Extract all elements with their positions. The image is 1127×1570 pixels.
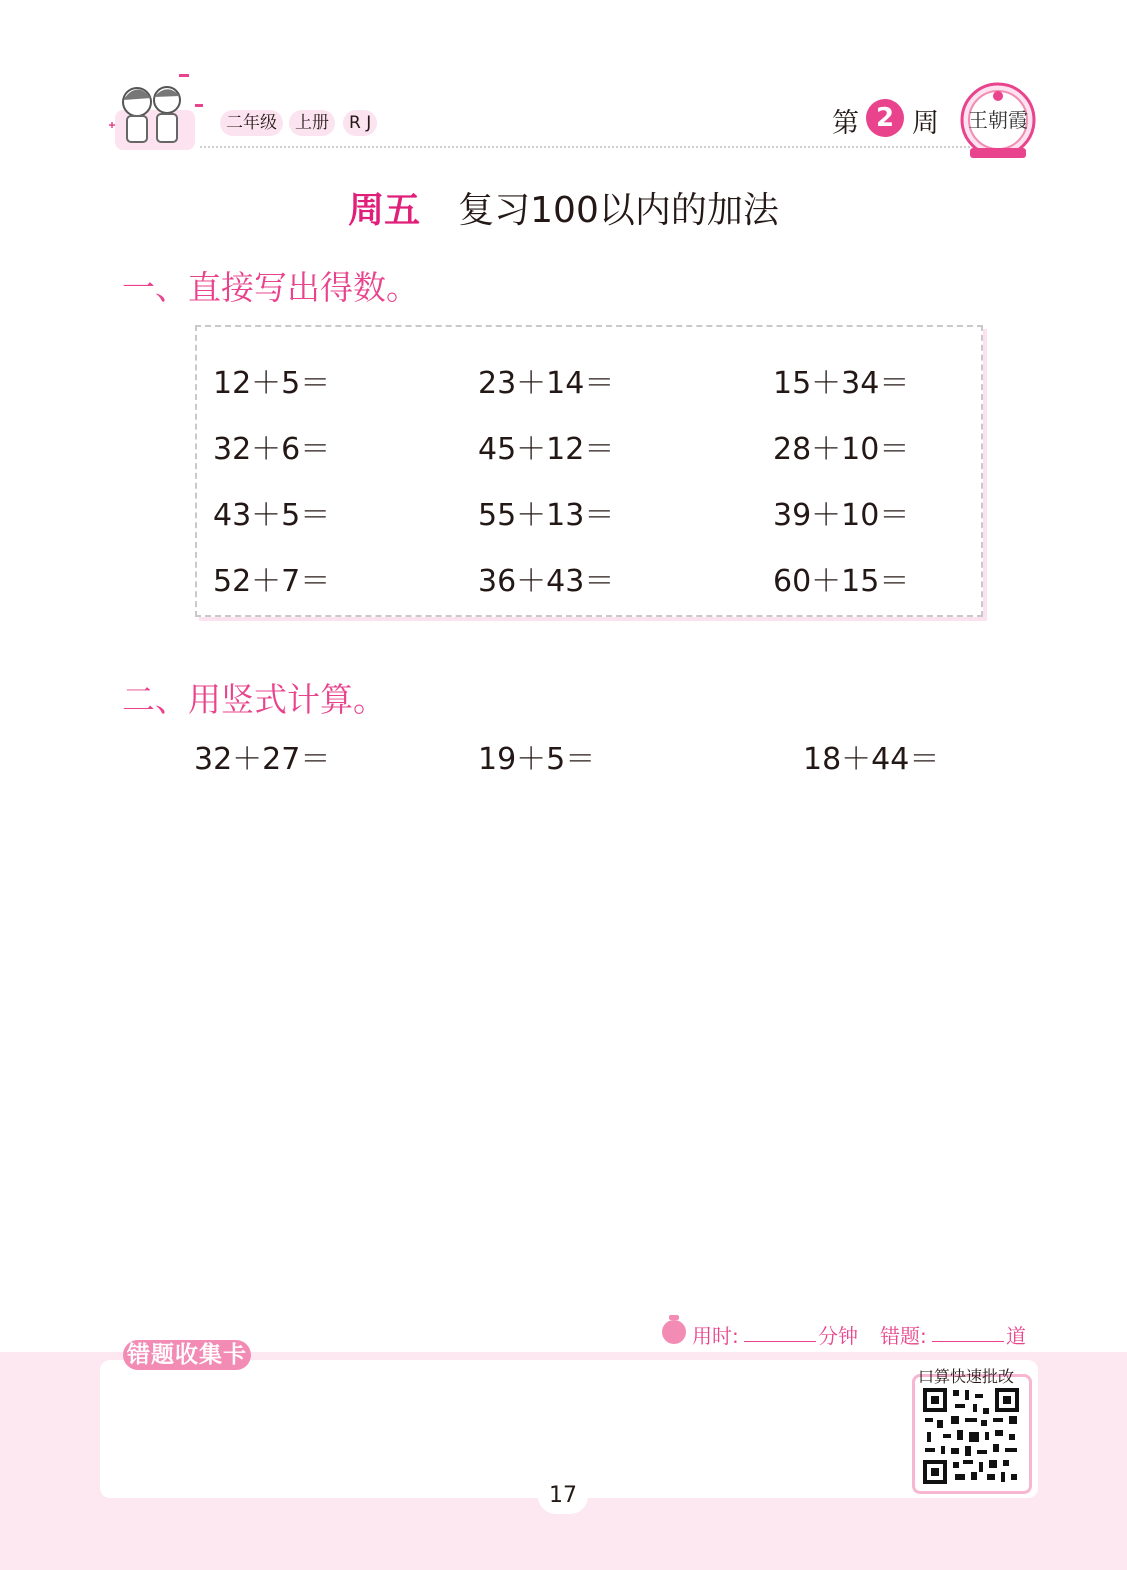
exercise-item: 45＋12＝ — [478, 432, 615, 467]
lesson-day: 周五 — [348, 190, 421, 231]
grade-label: 二年级 — [220, 110, 283, 136]
exercise-item: 36＋43＝ — [478, 564, 615, 599]
lesson-topic: 复习100以内的加法 — [458, 190, 779, 231]
section2-title: 二、用竖式计算。 — [122, 680, 386, 719]
exercise-item: 55＋13＝ — [478, 498, 615, 533]
errors-blank[interactable] — [932, 1341, 1004, 1342]
exercise-item: 15＋34＝ — [773, 366, 910, 401]
exercise-item: 32＋6＝ — [213, 432, 331, 467]
calc-item: 32＋27＝ — [194, 742, 331, 777]
section1-title: 一、直接写出得数。 — [122, 268, 419, 307]
qr-caption: 口算快速批改 — [918, 1367, 1015, 1386]
time-label: 用时: — [692, 1324, 739, 1348]
error-collection-label: 错题收集卡 — [123, 1340, 251, 1370]
exercise-item: 23＋14＝ — [478, 366, 615, 401]
exercise-item: 12＋5＝ — [213, 366, 331, 401]
page-number: 17 — [538, 1474, 588, 1514]
brand-name: 王朝霞 — [968, 108, 1028, 132]
volume-label: 上册 — [289, 110, 335, 136]
header-divider — [200, 146, 970, 148]
time-unit: 分钟 — [818, 1324, 858, 1348]
timer-icon — [662, 1320, 686, 1344]
week-number-badge: 2 — [866, 99, 904, 137]
errors-label: 错题: — [880, 1324, 927, 1348]
edition-label: R J — [343, 110, 377, 136]
exercise-item: 43＋5＝ — [213, 498, 331, 533]
lesson-title — [0, 182, 1127, 233]
time-blank[interactable] — [744, 1341, 816, 1342]
exercise-item: 39＋10＝ — [773, 498, 910, 533]
calc-item: 18＋44＝ — [803, 742, 940, 777]
calc-item: 19＋5＝ — [478, 742, 596, 777]
exercise-item: 28＋10＝ — [773, 432, 910, 467]
exercise-item: 52＋7＝ — [213, 564, 331, 599]
week-prefix: 第 — [832, 108, 859, 139]
kids-illustration — [105, 70, 205, 155]
exercise-item: 60＋15＝ — [773, 564, 910, 599]
week-suffix: 周 — [912, 108, 939, 139]
qr-code[interactable] — [921, 1386, 1021, 1486]
errors-unit: 道 — [1006, 1324, 1026, 1348]
